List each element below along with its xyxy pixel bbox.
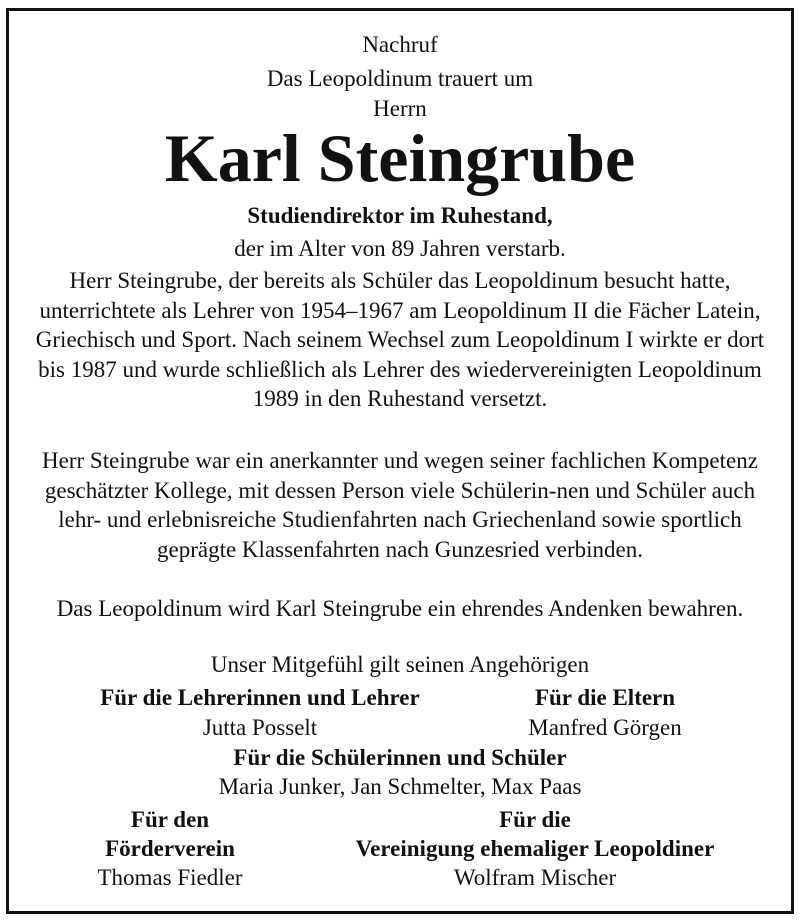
- signature-foerderverein-heading-line2: Förderverein: [105, 836, 235, 861]
- signature-alumni-name: Wolfram Mischer: [453, 865, 617, 890]
- signature-teachers-name: Jutta Posselt: [202, 715, 318, 740]
- signature-foerderverein-heading-line1: Für den: [130, 807, 210, 832]
- header-nachruf: Nachruf: [362, 32, 438, 57]
- signature-parents-heading: Für die Eltern: [534, 685, 676, 710]
- signature-alumni-heading-line1: Für die: [499, 807, 571, 832]
- paragraph-condolence: Unser Mitgefühl gilt seinen Angehörigen: [210, 652, 590, 677]
- deceased-name: Karl Steingrube: [164, 120, 636, 196]
- paragraph-tribute: Herr Steingrube war ein anerkannter und wegen seiner fachlichen Kompetenz geschätzter Kollege, mit dessen Person viele Schülerin-nen und Schüler auch lehr- und erlebnisreiche Studienfahrten nach Griechenland sowie sportlich geprägte Klassenfahrten nach Gunzesried verbinden.: [42, 448, 758, 562]
- deceased-age-line: der im Alter von 89 Jahren verstarb.: [234, 236, 566, 261]
- header-herrn: Herrn: [373, 96, 427, 121]
- signature-students-heading: Für die Schülerinnen und Schüler: [233, 745, 567, 770]
- signature-students-names: Maria Junker, Jan Schmelter, Max Paas: [218, 774, 582, 799]
- signature-parents-name: Manfred Görgen: [528, 715, 682, 740]
- header-mourning-line: Das Leopoldinum trauert um: [266, 66, 534, 91]
- signature-alumni-heading-line2: Vereinigung ehemaliger Leopoldiner: [355, 836, 715, 861]
- paragraph-career: Herr Steingrube, der bereits als Schüler das Leopoldinum besucht hatte, unterrichtete als Lehrer von 1954–1967 am Leopoldinum II die Fächer Latein, Griechisch und Sport. Nach seinem Wechsel zum Leopoldinum I wirkte er dort bis 1987 und wurde schließlich als Lehrer des wiedervereinigten Leopoldinum 1989 in den Ruhestand versetzt.: [35, 268, 765, 411]
- signature-foerderverein-name: Thomas Fiedler: [97, 865, 243, 890]
- deceased-title: Studiendirektor im Ruhestand,: [247, 203, 553, 228]
- signature-teachers-heading: Für die Lehrerinnen und Lehrer: [100, 685, 420, 710]
- paragraph-memory: Das Leopoldinum wird Karl Steingrube ein ehrendes Andenken bewahren.: [56, 596, 744, 621]
